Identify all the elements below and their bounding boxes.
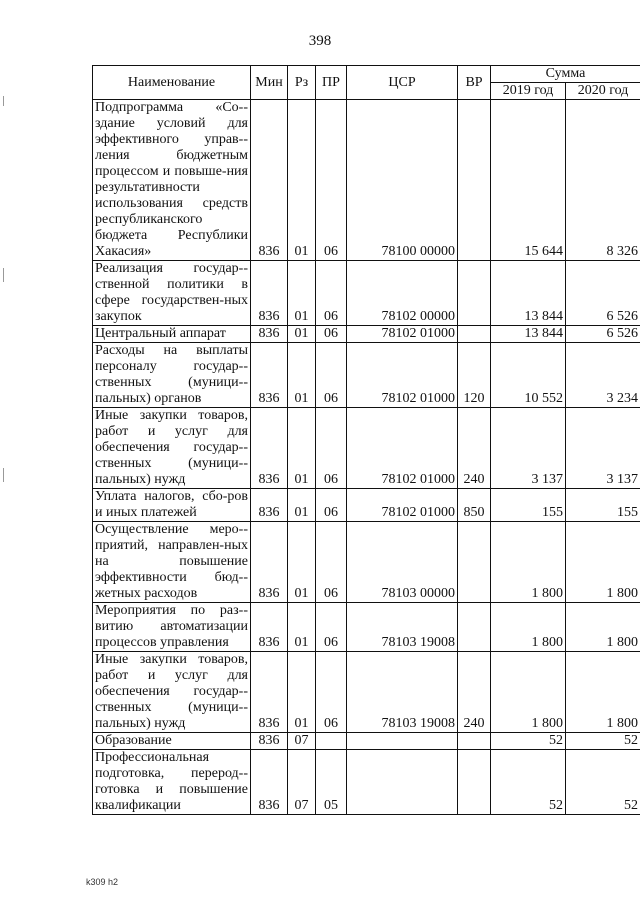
cell-rz: 07 (288, 750, 316, 815)
cell-vr: 240 (458, 652, 491, 733)
cell-vr (458, 100, 491, 261)
cell-min: 836 (251, 652, 288, 733)
cell-rz: 01 (288, 326, 316, 343)
cell-min: 836 (251, 343, 288, 408)
cell-min: 836 (251, 326, 288, 343)
cell-csr: 78102 01000 (347, 343, 458, 408)
cell-pr: 06 (316, 326, 347, 343)
cell-y2019: 155 (491, 489, 566, 522)
cell-y2020: 1 800 (566, 603, 640, 652)
cell-pr: 06 (316, 603, 347, 652)
table-row (93, 489, 640, 522)
cell-y2019: 52 (491, 750, 566, 815)
cell-y2020: 1 800 (566, 652, 640, 733)
cell-min: 836 (251, 750, 288, 815)
cell-name: Центральный аппарат (93, 326, 251, 343)
header-vr: ВР (458, 66, 491, 100)
cell-y2019: 13 844 (491, 326, 566, 343)
cell-min: 836 (251, 489, 288, 522)
cell-y2019: 1 800 (491, 522, 566, 603)
cell-y2020: 52 (566, 733, 640, 750)
header-row (93, 66, 640, 83)
cell-name: Реализация государ-ственной политики в сфере государствен-ных закупок (93, 261, 251, 326)
cell-pr: 06 (316, 522, 347, 603)
cell-csr: 78103 00000 (347, 522, 458, 603)
cell-y2020: 155 (566, 489, 640, 522)
header-csr: ЦСР (347, 66, 458, 100)
cell-csr: 78102 00000 (347, 261, 458, 326)
cell-vr (458, 733, 491, 750)
table-row (93, 261, 640, 326)
cell-csr (347, 750, 458, 815)
cell-rz: 01 (288, 652, 316, 733)
cell-pr: 06 (316, 408, 347, 489)
cell-pr: 06 (316, 652, 347, 733)
header-sum: Сумма (491, 66, 640, 83)
page-number: 398 (308, 33, 332, 49)
cell-rz: 01 (288, 489, 316, 522)
cell-name: Расходы на выплаты персоналу государ-ственных (муници-пальных) органов (93, 343, 251, 408)
cell-vr: 850 (458, 489, 491, 522)
cell-pr: 05 (316, 750, 347, 815)
table-row (93, 100, 640, 261)
cell-rz: 07 (288, 733, 316, 750)
cell-vr (458, 750, 491, 815)
cell-csr: 78102 01000 (347, 326, 458, 343)
header-pr: ПР (316, 66, 347, 100)
cell-pr: 06 (316, 261, 347, 326)
cell-name: Иные закупки товаров, работ и услуг для обеспечения государ-ственных (муници-пальных) нужд (93, 652, 251, 733)
header-rz: Рз (288, 66, 316, 100)
cell-rz: 01 (288, 100, 316, 261)
cell-name: Иные закупки товаров, работ и услуг для обеспечения государ-ственных (муници-пальных) нужд (93, 408, 251, 489)
cell-vr: 120 (458, 343, 491, 408)
table-row (93, 652, 640, 733)
cell-csr: 78100 00000 (347, 100, 458, 261)
cell-y2019: 52 (491, 733, 566, 750)
cell-y2020: 6 526 (566, 261, 640, 326)
cell-rz: 01 (288, 261, 316, 326)
header-2019: 2019 год (491, 83, 566, 100)
cell-name: Образование (93, 733, 251, 750)
cell-csr (347, 733, 458, 750)
header-2020: 2020 год (566, 83, 640, 100)
cell-y2020: 1 800 (566, 522, 640, 603)
cell-name: Мероприятия по раз-витию автоматизации процессов управления (93, 603, 251, 652)
cell-min: 836 (251, 603, 288, 652)
margin-mark (3, 268, 4, 282)
cell-min: 836 (251, 261, 288, 326)
header-name: Наименование (93, 66, 251, 100)
cell-y2020: 6 526 (566, 326, 640, 343)
cell-vr (458, 522, 491, 603)
cell-vr: 240 (458, 408, 491, 489)
cell-csr: 78102 01000 (347, 408, 458, 489)
cell-name: Уплата налогов, сбо-ров и иных платежей (93, 489, 251, 522)
cell-pr: 06 (316, 100, 347, 261)
margin-mark (3, 468, 4, 482)
budget-table (92, 65, 640, 815)
header-min: Мин (251, 66, 288, 100)
cell-y2020: 8 326 (566, 100, 640, 261)
cell-y2019: 13 844 (491, 261, 566, 326)
table-row (93, 750, 640, 815)
table-row (93, 733, 640, 750)
cell-name: Профессиональная подготовка, переpод-готовка и повышение квалификации (93, 750, 251, 815)
cell-rz: 01 (288, 343, 316, 408)
cell-min: 836 (251, 100, 288, 261)
table-row (93, 522, 640, 603)
cell-csr: 78103 19008 (347, 652, 458, 733)
cell-y2019: 15 644 (491, 100, 566, 261)
cell-pr (316, 733, 347, 750)
cell-y2019: 3 137 (491, 408, 566, 489)
margin-mark (3, 96, 4, 106)
table-row (93, 343, 640, 408)
cell-name: Подпрограмма «Со-здание условий для эффективного управ-ления бюджетным процессом и повыше-ния результативности использования средств республиканского бюджета Республики Хакасия» (93, 100, 251, 261)
cell-min: 836 (251, 408, 288, 489)
cell-csr: 78103 19008 (347, 603, 458, 652)
cell-y2019: 1 800 (491, 603, 566, 652)
cell-vr (458, 261, 491, 326)
cell-y2020: 3 234 (566, 343, 640, 408)
cell-name: Осуществление меро-приятий, направлен-ных на повышение эффективности бюд-жетных расходов (93, 522, 251, 603)
cell-y2019: 10 552 (491, 343, 566, 408)
cell-y2020: 3 137 (566, 408, 640, 489)
cell-min: 836 (251, 733, 288, 750)
footer-code: k309 h2 (86, 877, 119, 887)
cell-rz: 01 (288, 522, 316, 603)
cell-rz: 01 (288, 408, 316, 489)
cell-y2019: 1 800 (491, 652, 566, 733)
table-row (93, 603, 640, 652)
cell-vr (458, 603, 491, 652)
cell-pr: 06 (316, 343, 347, 408)
cell-csr: 78102 01000 (347, 489, 458, 522)
cell-pr: 06 (316, 489, 347, 522)
cell-rz: 01 (288, 603, 316, 652)
cell-y2020: 52 (566, 750, 640, 815)
cell-vr (458, 326, 491, 343)
table-row (93, 326, 640, 343)
cell-min: 836 (251, 522, 288, 603)
table-row (93, 408, 640, 489)
